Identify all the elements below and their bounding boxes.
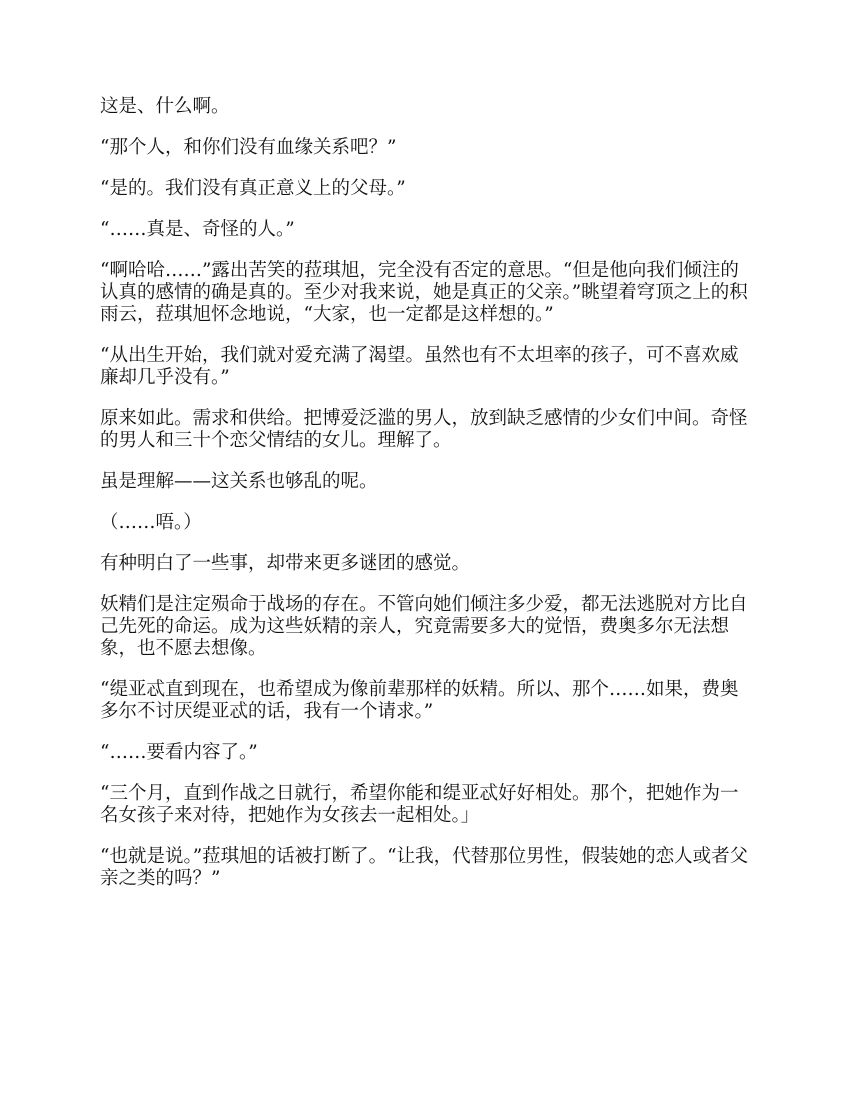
paragraph: “那个人，和你们没有血缘关系吧？”: [100, 137, 397, 158]
paragraph: “从出生开始，我们就对爱充满了渴望。虽然也有不太坦率的孩子，可不喜欢威廉却几乎没有。”: [100, 345, 739, 388]
paragraph: 妖精们是注定殒命于战场的存在。不管向她们倾注多少爱，都无法逃脱对方比自己先死的命运。成为这些妖精的亲人，究竟需要多大的觉悟，费奥多尔无法想象，也不愿去想像。: [100, 594, 748, 659]
document-page: [100, 96, 750, 909]
paragraph: “缇亚忒直到现在，也希望成为像前辈那样的妖精。所以、那个……如果，费奥多尔不讨厌缇亚忒的话，我有一个请求。”: [100, 679, 739, 722]
paragraph: “是的。我们没有真正意义上的父母。”: [100, 178, 406, 199]
paragraph: 虽是理解——这关系也够乱的呢。: [100, 471, 378, 492]
paragraph: 原来如此。需求和供给。把博爱泛滥的男人，放到缺乏感情的少女们中间。奇怪的男人和三十个恋父情结的女儿。理解了。: [100, 408, 748, 451]
paragraph: “……真是、奇怪的人。”: [100, 219, 295, 240]
paragraph: 有种明白了一些事，却带来更多谜团的感觉。: [100, 553, 471, 574]
paragraph: “也就是说。”菈琪旭的话被打断了。“让我，代替那位男性，假装她的恋人或者父亲之类的吗？”: [100, 846, 749, 889]
paragraph: （……唔。）: [100, 512, 202, 533]
paragraph: “……要看内容了。”: [100, 742, 258, 763]
paragraph: “三个月，直到作战之日就行，希望你能和缇亚忒好好相处。那个，把她作为一名女孩子来对待，把她作为女孩去一起相处。」: [100, 783, 739, 826]
paragraph: “啊哈哈……”露出苦笑的菈琪旭，完全没有否定的意思。“但是他向我们倾注的认真的感情的确是真的。至少对我来说，她是真正的父亲。”眺望着穹顶之上的积雨云，菈琪旭怀念地说，“大家，也一定都是这样想的。”: [100, 260, 748, 325]
paragraph: 这是、什么啊。: [100, 96, 230, 117]
